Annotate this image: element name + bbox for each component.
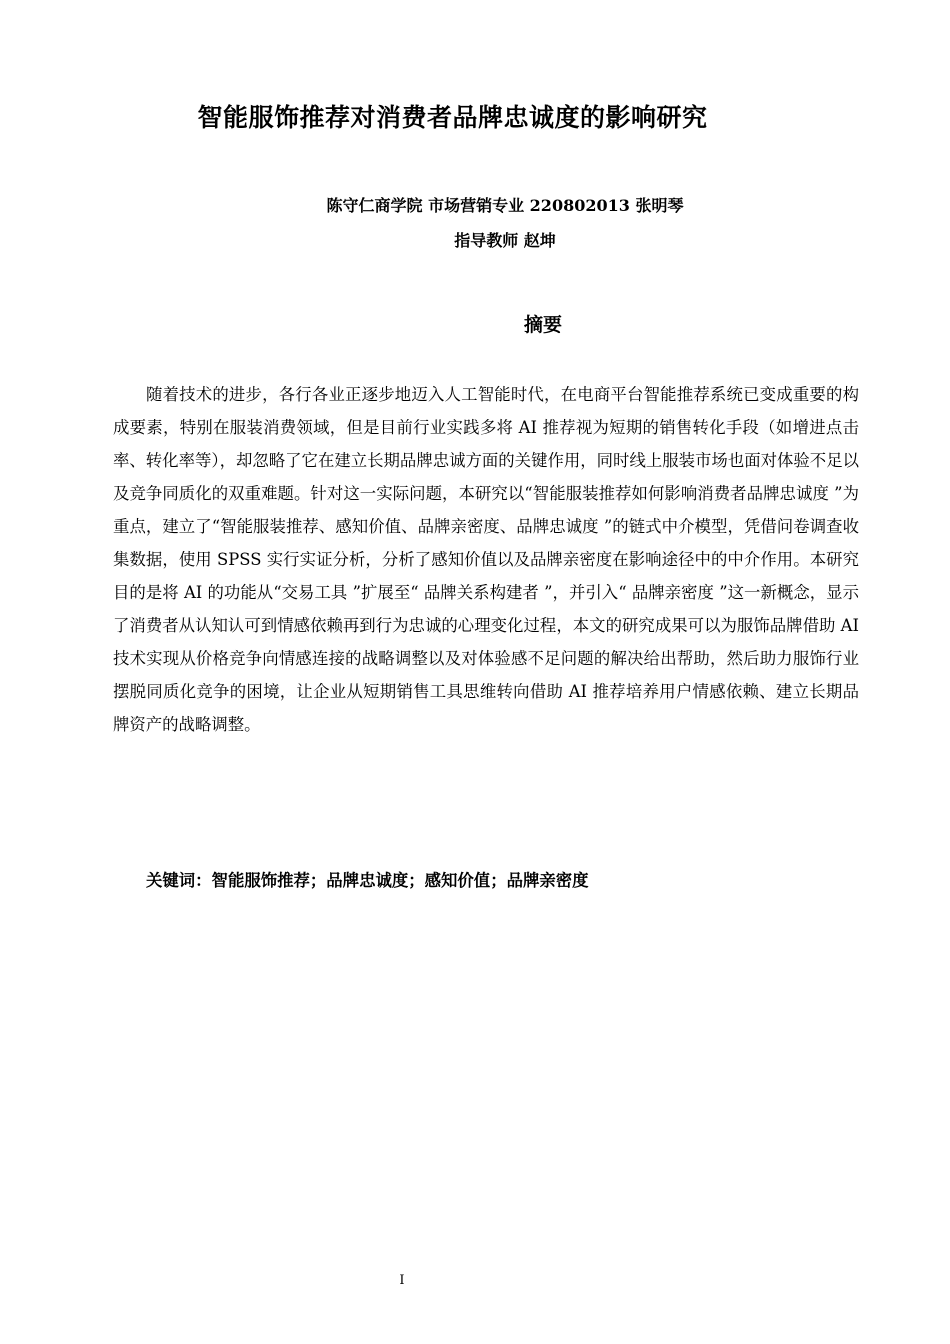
- advisor-info: 指导教师 赵坤: [454, 231, 556, 250]
- paper-title: 智能服饰推荐对消费者品牌忠诚度的影响研究: [197, 103, 708, 132]
- abstract-body: 随着技术的进步，各行各业正逐步地迈入人工智能时代，在电商平台智能推荐系统已变成重要的构成要素，特别在服装消费领域，但是目前行业实践多将 AI 推荐视为短期的销售转化手段（如增进点击率、转化率等），却忽略了它在建立长期品牌忠诚方面的关键作用，同时线上服装市场也面对体验不足以及竞争同质化的双重难题。针对这一实际问题，本研究以“智能服装推荐如何影响消费者品牌忠诚度 ”为重点，建立了“智能服装推荐、感知价值、品牌亲密度、品牌忠诚度 ”的链式中介模型，凭借问卷调查收集数据，使用 SPSS 实行实证分析，分析了感知价值以及品牌亲密度在影响途径中的中介作用。本研究目的是将 AI 的功能从“交易工具 ”扩展至“ 品牌关系构建者 ”，并引入“ 品牌亲密度 ”这一新概念，显示了消费者从认知认可到情感依赖再到行为忠诚的心理变化过程，本文的研究成果可以为服饰品牌借助 AI 技术实现从价格竞争向情感连接的战略调整以及对体验感不足问题的解决给出帮助，然后助力服饰行业摆脱同质化竞争的困境，让企业从短期销售工具思维转向借助 AI 推荐培养用户情感依赖、建立长期品牌资产的战略调整。: [113, 385, 859, 734]
- keywords-line: 关键词：智能服饰推荐；品牌忠诚度；感知价值；品牌亲密度: [146, 871, 589, 890]
- abstract-heading: 摘要: [523, 314, 562, 336]
- author-info: 陈守仁商学院 市场营销专业 220802013 张明琴: [326, 196, 684, 215]
- page-number: I: [399, 1273, 405, 1288]
